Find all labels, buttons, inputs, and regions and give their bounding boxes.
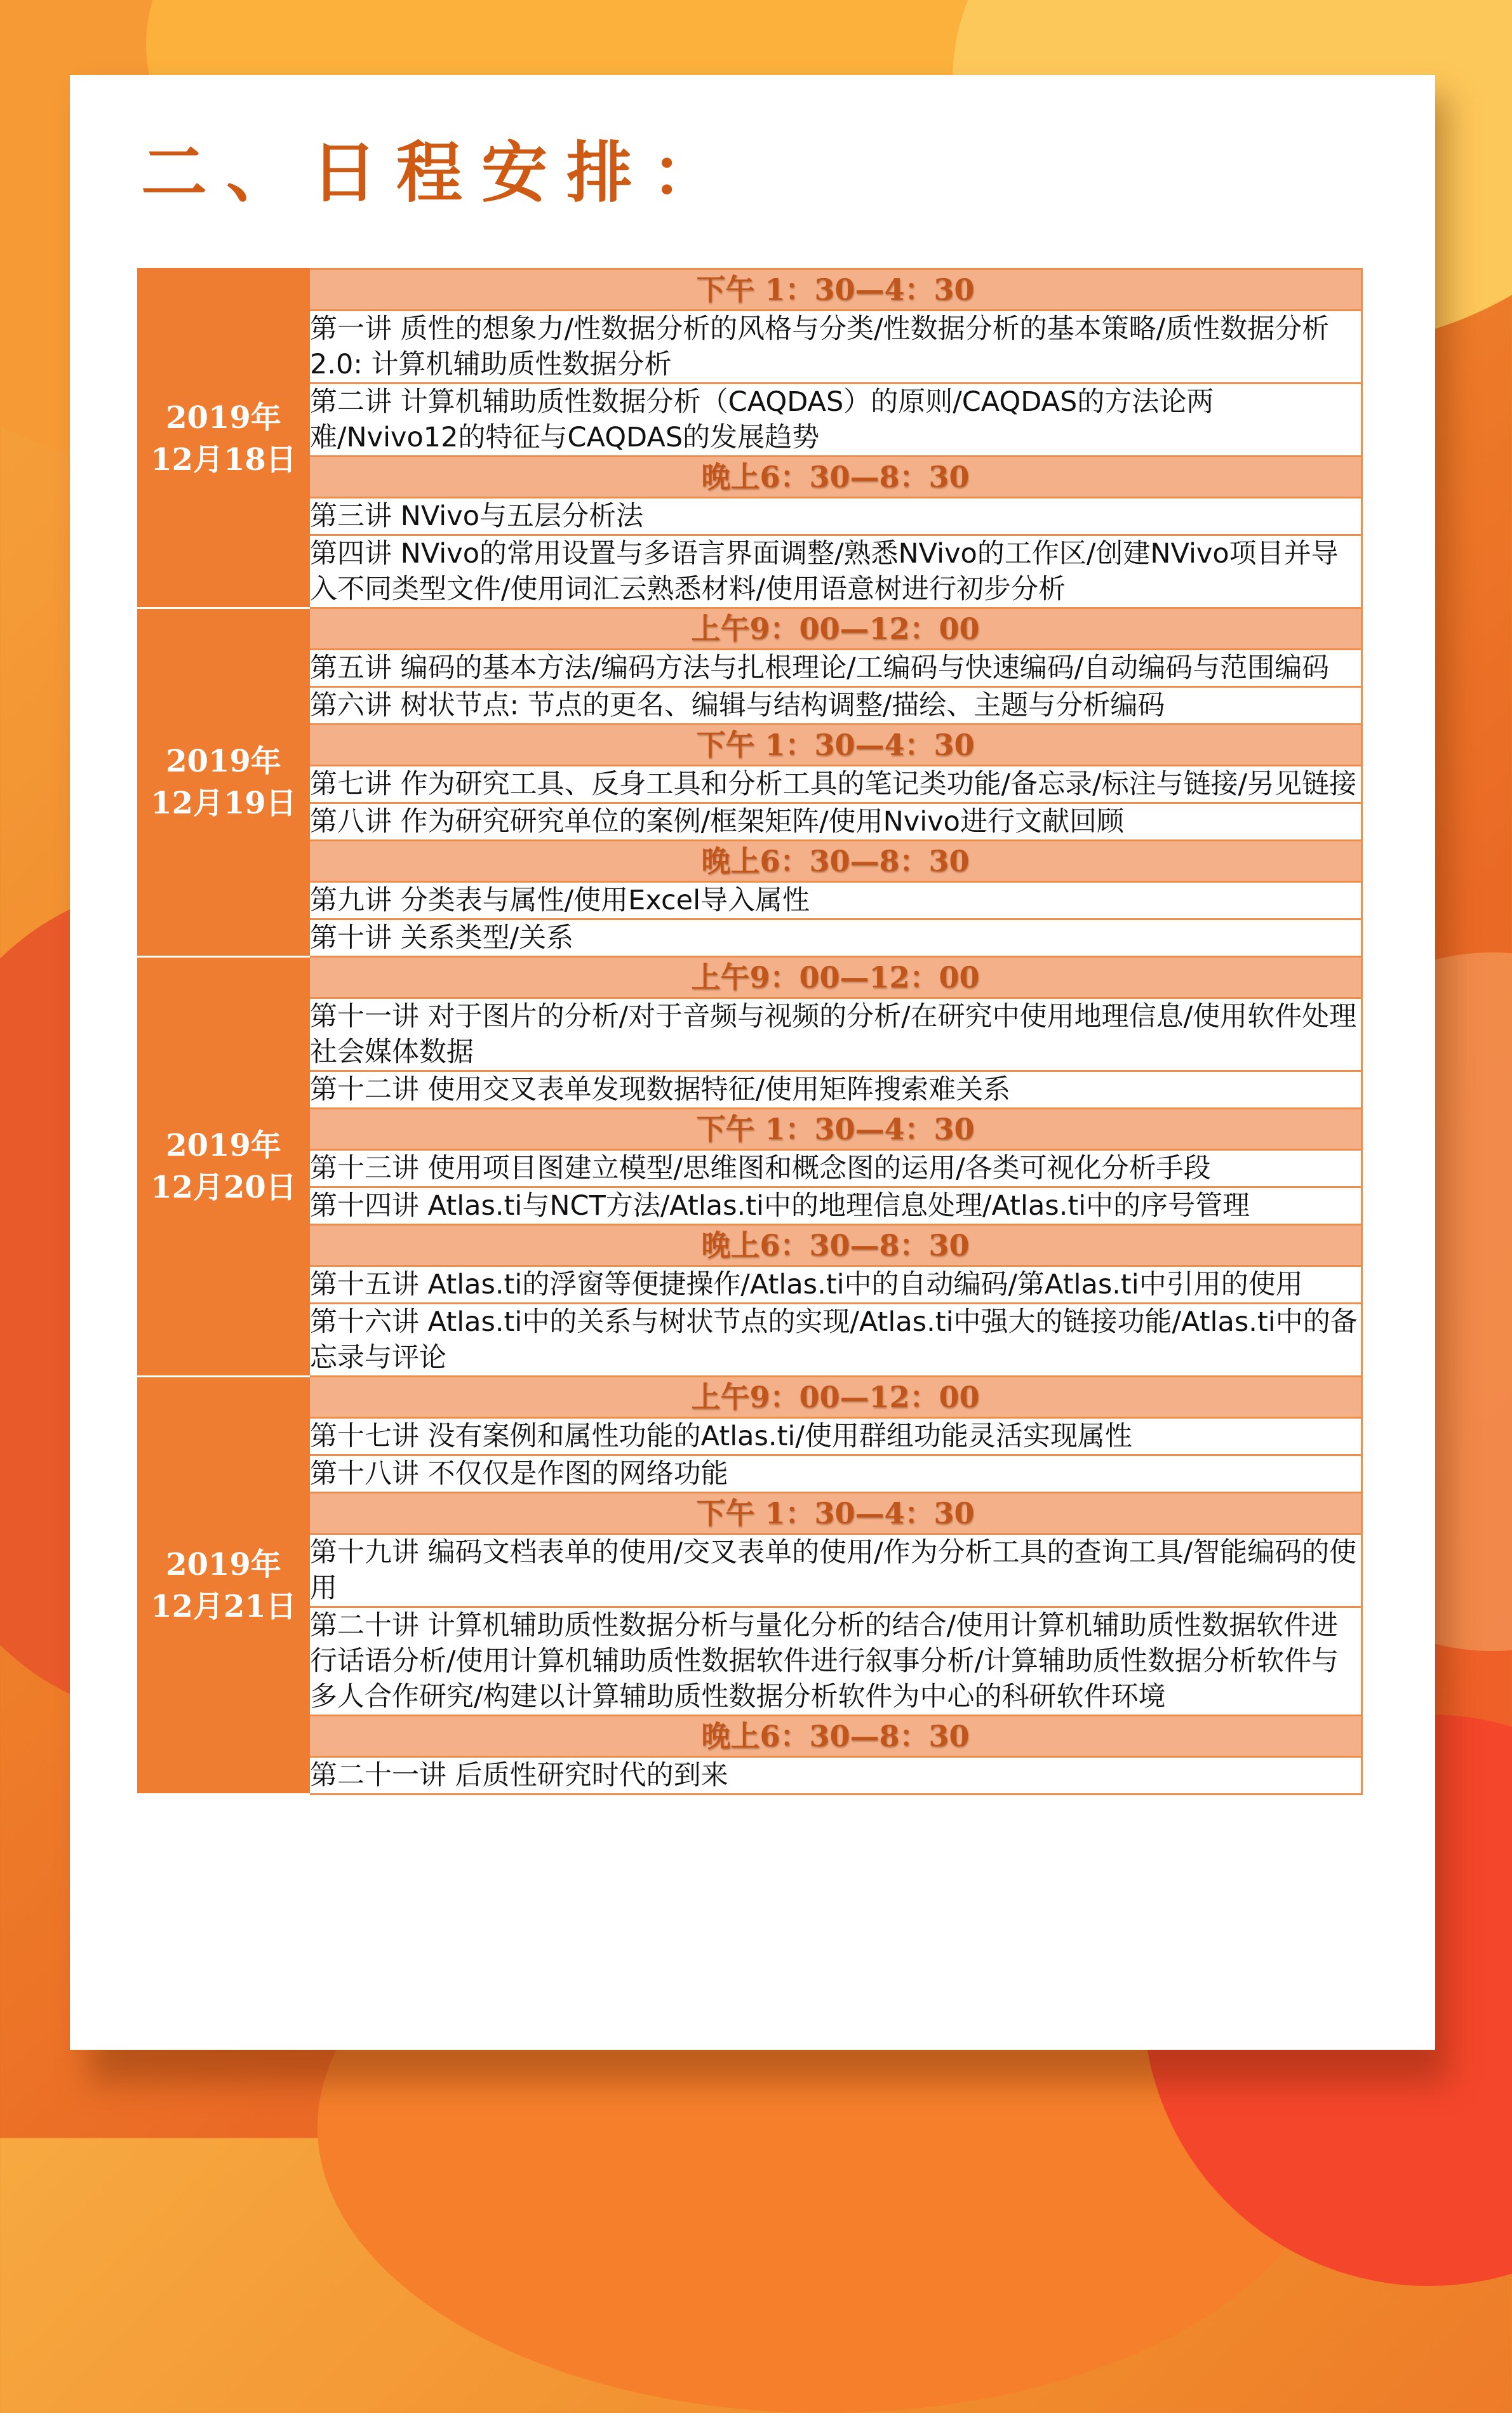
lecture-item: 第十七讲 没有案例和属性功能的Atlas.ti/使用群组功能灵活实现属性 xyxy=(309,1418,1362,1455)
day-date xyxy=(138,269,309,608)
lecture-row xyxy=(138,535,1362,608)
lecture-row xyxy=(138,650,1362,687)
lecture-item: 第十讲 关系类型/关系 xyxy=(309,919,1362,957)
session-row xyxy=(138,1225,1362,1266)
lecture-item: 第十五讲 Atlas.ti的浮窗等便捷操作/Atlas.ti中的自动编码/第Atlas.ti中引用的使用 xyxy=(309,1266,1362,1304)
session-row xyxy=(138,841,1362,882)
session-time: 下午 1：30—4：30 xyxy=(309,1493,1362,1534)
session-row xyxy=(138,1493,1362,1534)
lecture-row xyxy=(138,311,1362,384)
session-time: 下午 1：30—4：30 xyxy=(309,1109,1362,1150)
lecture-row xyxy=(138,1150,1362,1187)
lecture-row xyxy=(138,998,1362,1071)
schedule-table xyxy=(137,268,1363,1795)
session-time: 晚上6：30—8：30 xyxy=(309,1225,1362,1266)
lecture-item: 第十八讲 不仅仅是作图的网络功能 xyxy=(309,1455,1362,1493)
day-year: 2019年 xyxy=(166,1546,281,1582)
lecture-item: 第二讲 计算机辅助质性数据分析（CAQDAS）的原则/CAQDAS的方法论两难/Nvivo12的特征与CAQDAS的发展趋势 xyxy=(309,384,1362,457)
lecture-item: 第六讲 树状节点: 节点的更名、编辑与结构调整/描绘、主题与分析编码 xyxy=(309,687,1362,725)
session-time: 上午9：00—12：00 xyxy=(309,957,1362,998)
lecture-row xyxy=(138,803,1362,841)
lecture-item: 第十六讲 Atlas.ti中的关系与树状节点的实现/Atlas.ti中强大的链接功能/Atlas.ti中的备忘录与评论 xyxy=(309,1304,1362,1377)
lecture-row xyxy=(138,1187,1362,1225)
lecture-row xyxy=(138,1266,1362,1304)
session-time: 下午 1：30—4：30 xyxy=(309,725,1362,766)
page-card xyxy=(70,75,1435,2050)
lecture-row xyxy=(138,1607,1362,1716)
lecture-row xyxy=(138,687,1362,725)
day-month-day: 12月21日 xyxy=(151,1588,297,1624)
session-row xyxy=(138,1377,1362,1418)
lecture-item: 第九讲 分类表与属性/使用Excel导入属性 xyxy=(309,882,1362,919)
session-row xyxy=(138,457,1362,498)
day-date xyxy=(138,957,309,1377)
lecture-item: 第一讲 质性的想象力/性数据分析的风格与分类/性数据分析的基本策略/质性数据分析2.0: 计算机辅助质性数据分析 xyxy=(309,311,1362,384)
lecture-item: 第二十讲 计算机辅助质性数据分析与量化分析的结合/使用计算机辅助质性数据软件进行话语分析/使用计算机辅助质性数据软件进行叙事分析/计算辅助质性数据分析软件与多人合作研究/构建以计算辅助质性数据分析软件为中心的科研软件环境 xyxy=(309,1607,1362,1716)
session-time: 晚上6：30—8：30 xyxy=(309,1716,1362,1757)
lecture-row xyxy=(138,1757,1362,1795)
page-title: 二、日程安排： xyxy=(141,133,737,211)
session-time: 晚上6：30—8：30 xyxy=(309,457,1362,498)
day-year: 2019年 xyxy=(166,744,281,779)
lecture-row xyxy=(138,1071,1362,1109)
lecture-item: 第十九讲 编码文档表单的使用/交叉表单的使用/作为分析工具的查询工具/智能编码的使用 xyxy=(309,1534,1362,1607)
day-month-day: 12月18日 xyxy=(151,441,297,478)
lecture-item: 第七讲 作为研究工具、反身工具和分析工具的笔记类功能/备忘录/标注与链接/另见链接 xyxy=(309,766,1362,803)
lecture-item: 第三讲 NVivo与五层分析法 xyxy=(309,498,1362,535)
lecture-item: 第十二讲 使用交叉表单发现数据特征/使用矩阵搜索难关系 xyxy=(309,1071,1362,1109)
lecture-row xyxy=(138,919,1362,957)
session-row xyxy=(138,1109,1362,1150)
lecture-row xyxy=(138,1455,1362,1493)
session-time: 晚上6：30—8：30 xyxy=(309,841,1362,882)
session-row xyxy=(138,957,1362,998)
lecture-row xyxy=(138,384,1362,457)
day-month-day: 12月19日 xyxy=(151,785,297,821)
day-year: 2019年 xyxy=(166,399,281,436)
lecture-row xyxy=(138,882,1362,919)
lecture-row xyxy=(138,766,1362,803)
lecture-row xyxy=(138,1534,1362,1607)
session-time: 上午9：00—12：00 xyxy=(309,1377,1362,1418)
lecture-item: 第十一讲 对于图片的分析/对于音频与视频的分析/在研究中使用地理信息/使用软件处理社会媒体数据 xyxy=(309,998,1362,1071)
session-row xyxy=(138,725,1362,766)
schedule-body xyxy=(138,269,1362,1795)
session-time: 下午 1：30—4：30 xyxy=(309,269,1362,311)
lecture-row xyxy=(138,1418,1362,1455)
lecture-item: 第二十一讲 后质性研究时代的到来 xyxy=(309,1757,1362,1795)
day-date xyxy=(138,608,309,957)
lecture-row xyxy=(138,498,1362,535)
session-row xyxy=(138,608,1362,650)
lecture-item: 第八讲 作为研究研究单位的案例/框架矩阵/使用Nvivo进行文献回顾 xyxy=(309,803,1362,841)
day-date xyxy=(138,1377,309,1795)
session-time: 上午9：00—12：00 xyxy=(309,608,1362,650)
session-row xyxy=(138,269,1362,311)
lecture-item: 第五讲 编码的基本方法/编码方法与扎根理论/工编码与快速编码/自动编码与范围编码 xyxy=(309,650,1362,687)
day-year: 2019年 xyxy=(166,1128,281,1163)
lecture-item: 第十三讲 使用项目图建立模型/思维图和概念图的运用/各类可视化分析手段 xyxy=(309,1150,1362,1187)
session-row xyxy=(138,1716,1362,1757)
lecture-item: 第四讲 NVivo的常用设置与多语言界面调整/熟悉NVivo的工作区/创建NVivo项目并导入不同类型文件/使用词汇云熟悉材料/使用语意树进行初步分析 xyxy=(309,535,1362,608)
lecture-item: 第十四讲 Atlas.ti与NCT方法/Atlas.ti中的地理信息处理/Atlas.ti中的序号管理 xyxy=(309,1187,1362,1225)
day-month-day: 12月20日 xyxy=(151,1170,297,1205)
lecture-row xyxy=(138,1304,1362,1377)
